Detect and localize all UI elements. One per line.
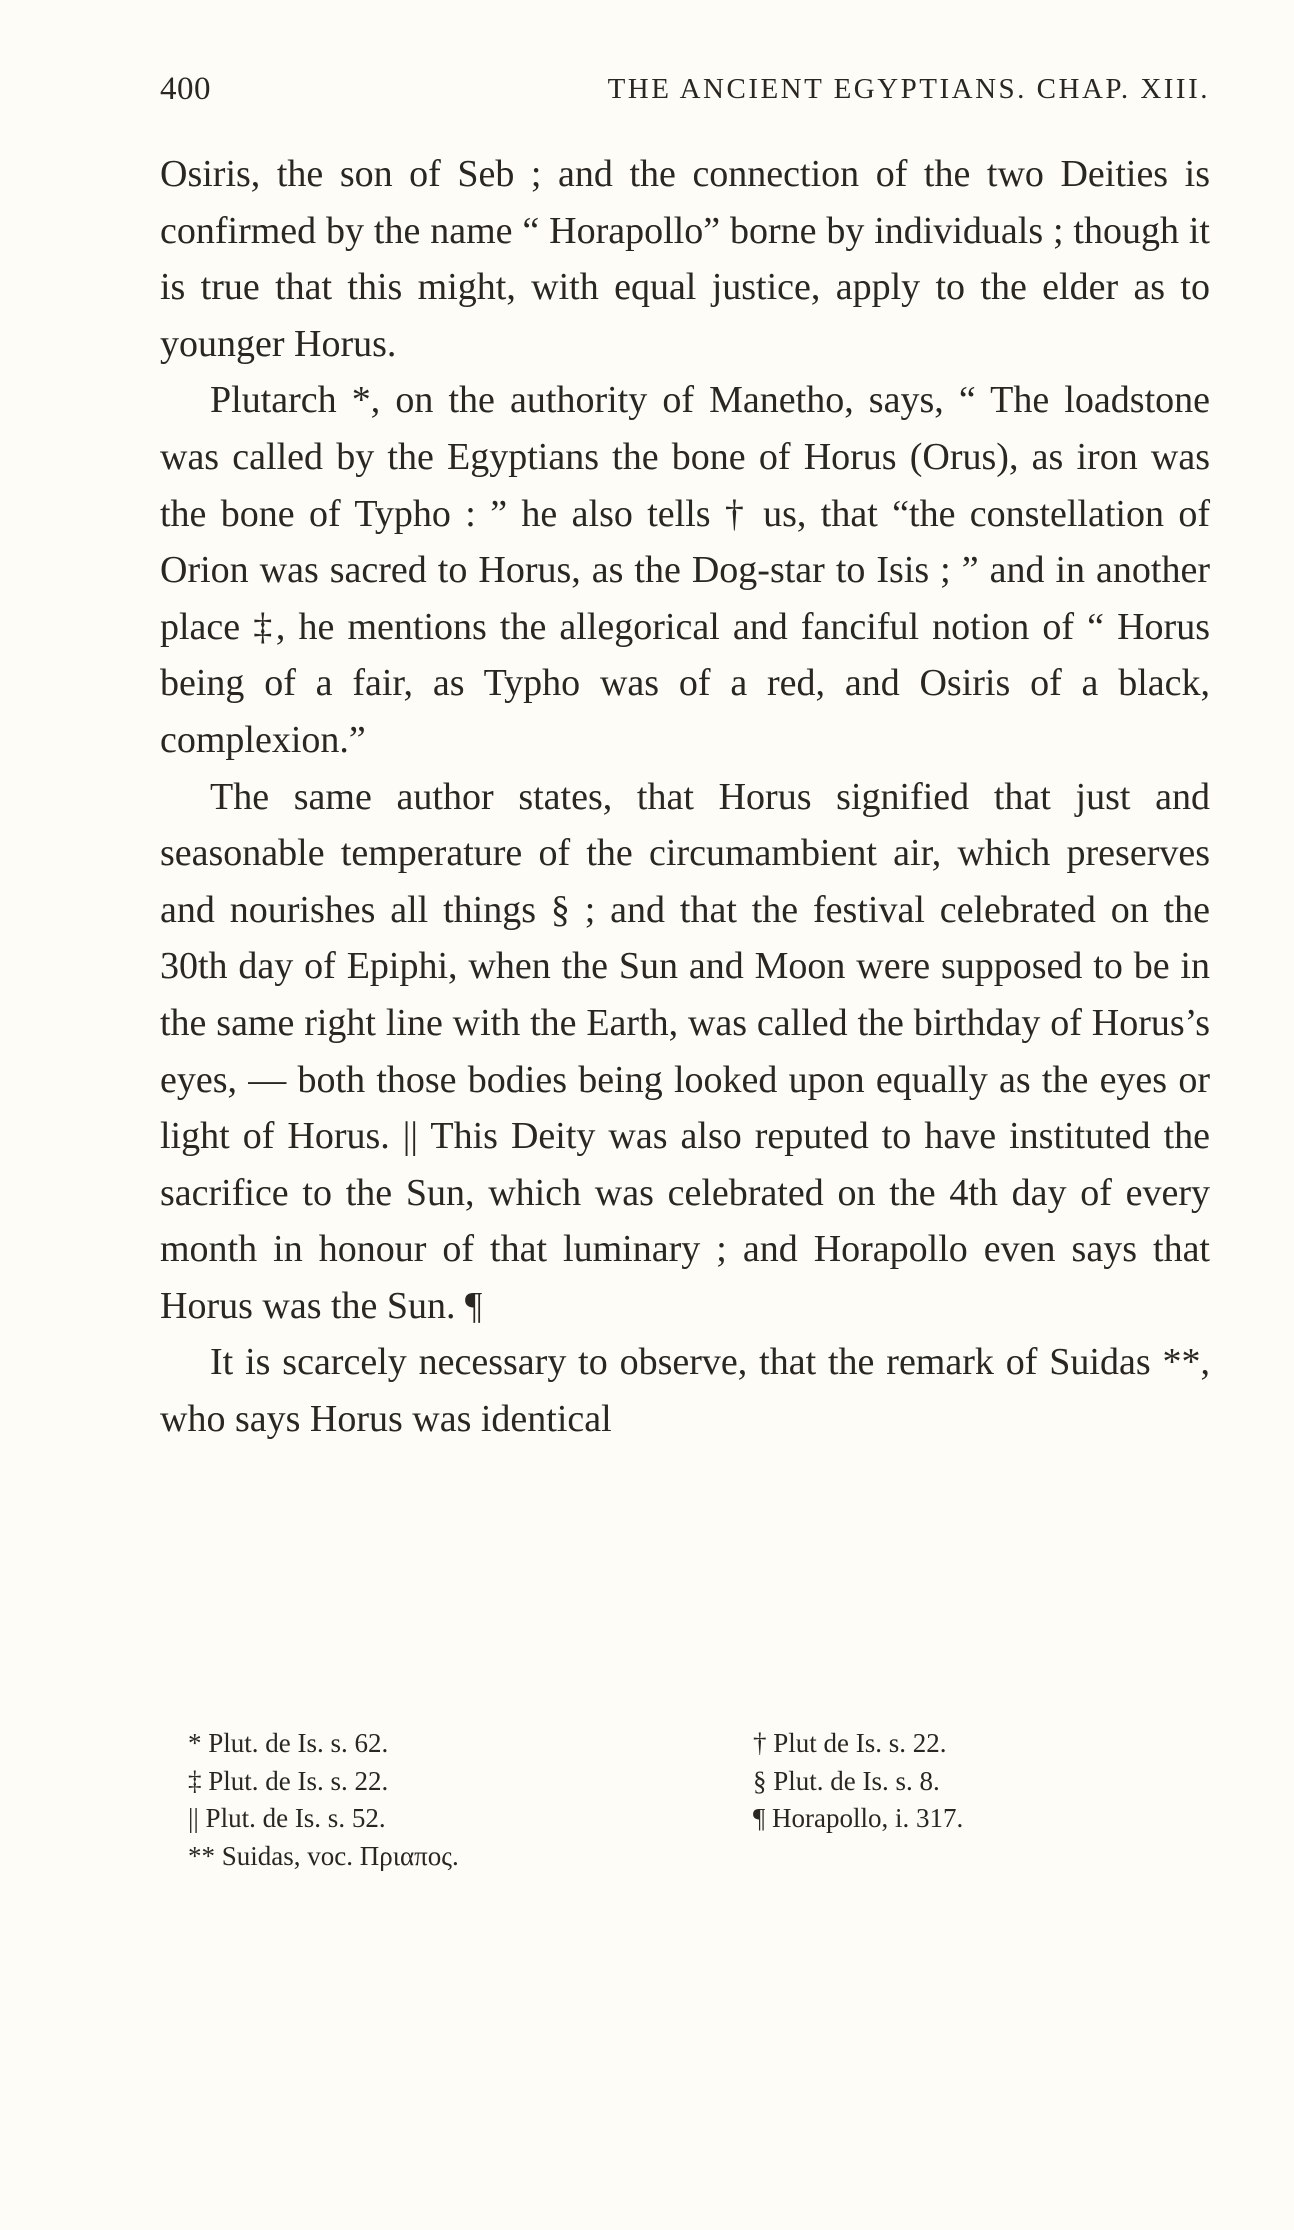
paragraph-2: Plutarch *, on the authority of Manetho, says, “ The loadstone was called by the Egyptians the bone of Horus (Orus), as iron was the bone of Typho : ” he also tells † us, that “the constellation of Orion was sacred to Horus, as the Dog-star to Isis ; ” and in another place ‡, he mentions the allegorical and fanciful notion of “ Horus being of a fair, as Typho was of a red, and Osiris of a black, complexion.”	[160, 379, 1210, 761]
footnote-pilcrow: ¶ Horapollo, i. 317.	[753, 1803, 964, 1833]
footnote-parallel: || Plut. de Is. s. 52.	[188, 1803, 386, 1833]
footnote-double-asterisk: ** Suidas, voc. Πριαπος.	[188, 1840, 459, 1871]
footnote-dagger: † Plut de Is. s. 22.	[753, 1728, 947, 1758]
footnote-row	[160, 1725, 1210, 1763]
footnotes	[160, 1725, 1210, 1875]
footnote-section: § Plut. de Is. s. 8.	[753, 1765, 940, 1796]
footnote-double-dagger: ‡ Plut. de Is. s. 22.	[188, 1765, 389, 1796]
paragraph-3: The same author states, that Horus signified that just and seasonable temperature of the circumambient air, which preserves and nourishes all things § ; and that the festival celebrated on the 30th day of Epiphi, when the Sun and Moon were supposed to be in the same right line with the Earth, was called the birthday of Horus’s eyes, — both those bodies being looked upon equally as the eyes or light of Horus. || This Deity was also reputed to have instituted the sacrifice to the Sun, which was celebrated on the 4th day of every month in honour of that luminary ; and Horapollo even says that Horus was the Sun. ¶	[160, 775, 1210, 1327]
running-head: THE ANCIENT EGYPTIANS. CHAP. XIII.	[607, 73, 1210, 105]
footnote-asterisk: * Plut. de Is. s. 62.	[188, 1728, 389, 1758]
paragraph-4: It is scarcely necessary to observe, that the remark of Suidas **, who says Horus was identical	[160, 1341, 1210, 1441]
footnote-row	[160, 1838, 1210, 1876]
body-text	[160, 146, 1210, 1448]
footnote-row	[160, 1763, 1210, 1801]
page-header	[160, 66, 1210, 112]
page-number: 400	[160, 71, 211, 107]
paragraph-1: Osiris, the son of Seb ; and the connection of the two Deities is confirmed by the name “ Horapollo” borne by individuals ; though it is true that this might, with equal justice, apply to the elder as to younger Horus.	[160, 153, 1210, 365]
footnote-row	[160, 1800, 1210, 1838]
